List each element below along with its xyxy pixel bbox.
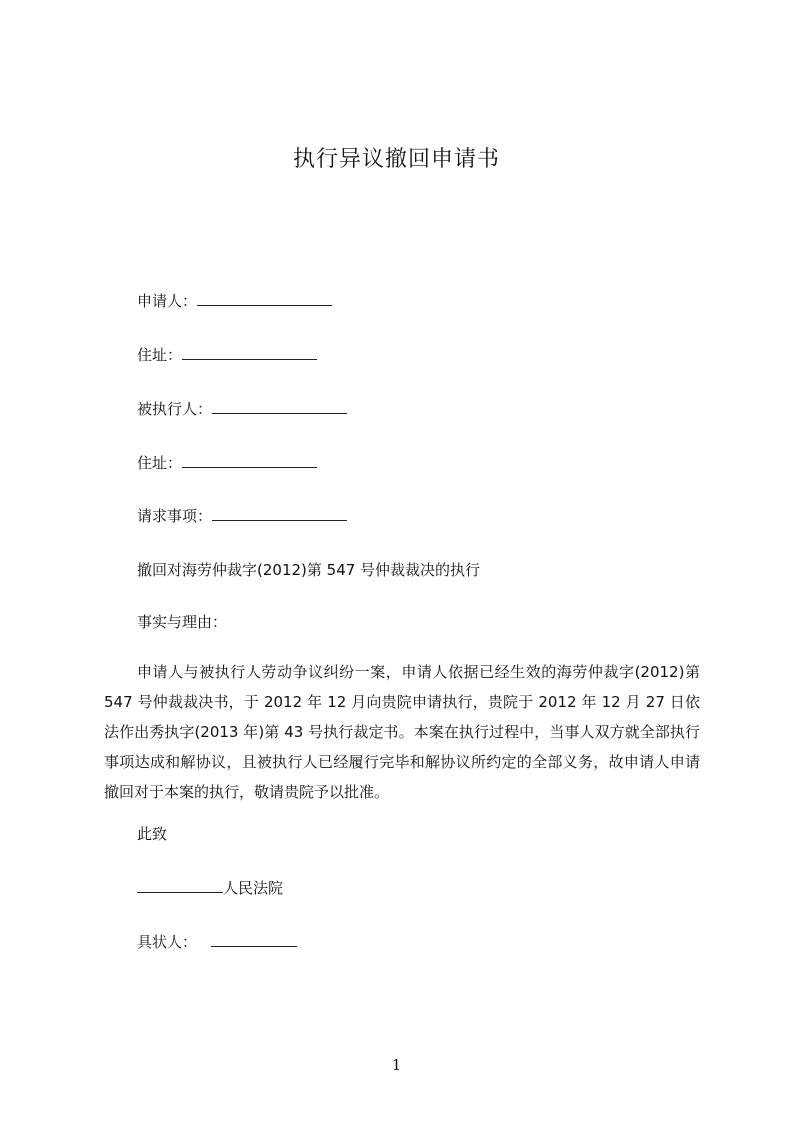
- signer-label: 具状人：: [137, 933, 198, 951]
- applicant-address-line: [137, 345, 317, 365]
- court-suffix: 人民法院: [223, 879, 284, 897]
- document-title: 执行异议撤回申请书: [292, 147, 500, 172]
- salutation: 此致: [137, 825, 168, 843]
- respondent-line: [137, 399, 347, 419]
- signer-line: [137, 932, 297, 952]
- request-label: 请求事项：: [137, 507, 213, 525]
- respondent-address-label: 住址：: [137, 454, 183, 472]
- respondent-label: 被执行人：: [137, 400, 213, 418]
- request-content: 撤回对海劳仲裁字(2012)第 547 号仲裁裁决的执行: [137, 561, 481, 579]
- applicant-line: [137, 291, 332, 311]
- page-number: 1: [391, 1056, 402, 1074]
- court-line: [137, 878, 283, 898]
- respondent-blank: [212, 399, 347, 414]
- applicant-address-blank: [182, 345, 317, 360]
- applicant-blank: [197, 291, 332, 306]
- respondent-address-blank: [182, 453, 317, 468]
- applicant-label: 申请人：: [137, 292, 198, 310]
- request-blank: [212, 506, 347, 521]
- respondent-address-line: [137, 453, 317, 473]
- request-line: [137, 506, 347, 526]
- signer-blank: [211, 932, 297, 947]
- facts-body: 申请人与被执行人劳动争议纠纷一案，申请人依据已经生效的海劳仲裁字(2012)第 547 号仲裁裁决书，于 2012 年 12 月向贵院申请执行，贵院于 2012 年 12 月 27 日依法作出秀执字(2013 年)第 43 号执行裁定书。本案在执行过程中，当事人双方就全部执行事项达成和解协议，且被执行人已经履行完毕和解协议所约定的全部义务，故申请人申请撤回对于本案的执行，敬请贵院予以批准。: [104, 663, 700, 801]
- court-name-blank: [137, 878, 223, 893]
- facts-label: 事实与理由：: [137, 613, 228, 631]
- applicant-address-label: 住址：: [137, 346, 183, 364]
